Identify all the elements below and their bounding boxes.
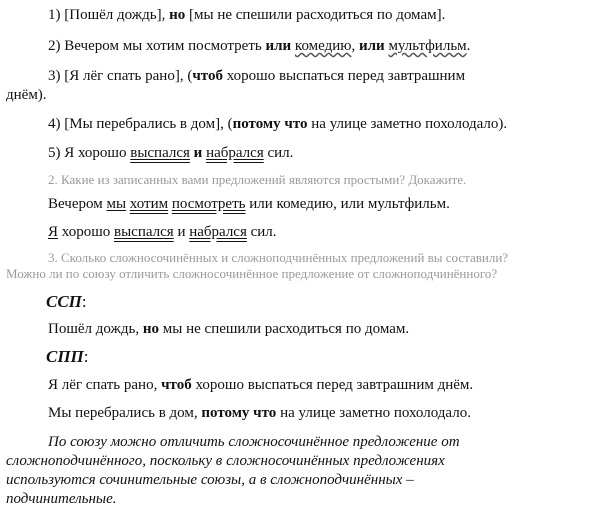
spp-sentence-2: Мы перебрались в дом, потому что на улице заметно похолодало. [48,405,471,421]
sentence-1: 1) [Пошёл дождь], но [мы не спешили расходиться по домам]. [48,7,446,23]
sentence-5: 5) Я хорошо выспался и набрался сил. [48,145,294,161]
sentence-3: 3) [Я лёг спать рано], (чтоб хорошо выспаться перед завтрашним [48,68,466,84]
sentence-4: 4) [Мы перебрались в дом], (потому что на улице заметно похолодало). [48,116,508,132]
task-3-line-2: Можно ли по союзу отличить сложносочинённое предложение от сложноподчинённого? [6,266,498,281]
task-2: 2. Какие из записанных вами предложений являются простыми? Докажите. [48,172,467,187]
ssp-heading: ССП: [46,292,87,311]
sentence-2: 2) Вечером мы хотим посмотреть или комедию, или мультфильм. [48,38,471,54]
conclusion-line-1: По союзу можно отличить сложносочинённое предложение от [48,434,460,450]
simple-sentence-1: Вечером мы хотим посмотреть или комедию, или мультфильм. [48,196,450,212]
ssp-sentence: Пошёл дождь, но мы не спешили расходиться по домам. [48,321,410,337]
spp-heading: СПП: [46,347,89,366]
conjunction: но [169,7,186,23]
conclusion-line-2: сложноподчинённого, поскольку в сложносочинённых предложениях [6,453,445,469]
conclusion-line-4: подчинительные. [6,491,117,507]
simple-sentence-2: Я хорошо выспался и набрался сил. [48,224,277,240]
conclusion-line-3: используются сочинительные союзы, а в сложноподчинённых – [6,472,414,488]
spp-sentence-1: Я лёг спать рано, чтоб хорошо выспаться перед завтрашним днём. [48,377,474,393]
sentence-3-end: днём). [6,87,47,103]
task-3-line-1: 3. Сколько сложносочинённых и сложноподчинённых предложений вы составили? [48,250,509,265]
